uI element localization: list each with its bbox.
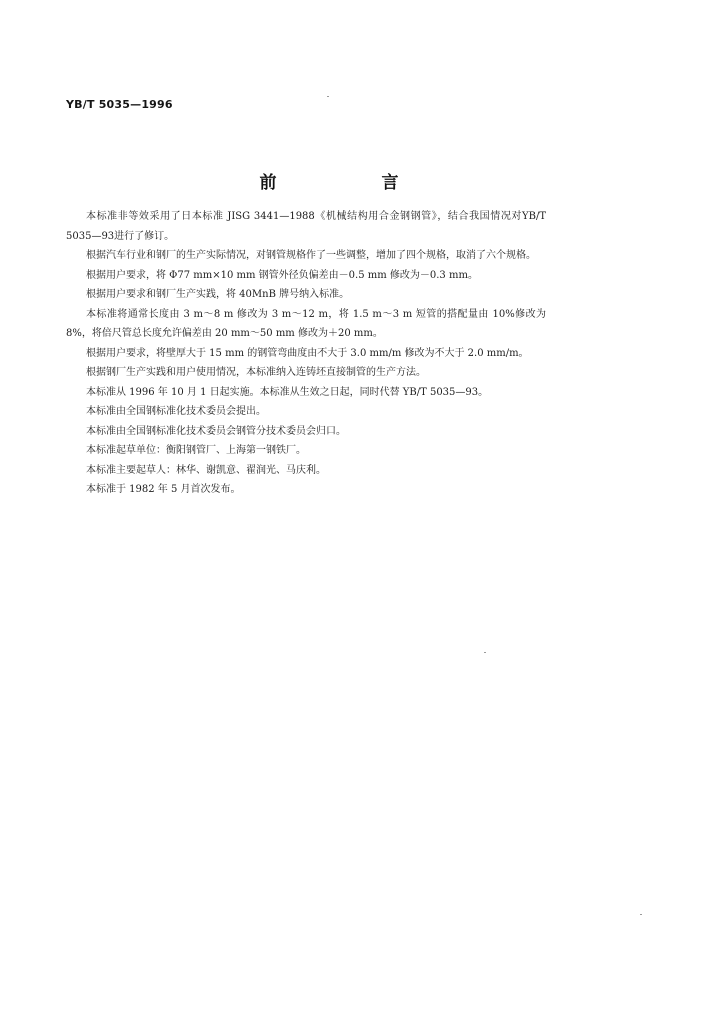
paragraph-specifications: 根据汽车行业和钢厂的生产实际情况，对钢管规格作了一些调整，增加了四个规格，取消了六个规格。 xyxy=(86,250,536,261)
paragraph-drafters: 本标准主要起草人：林华、谢凯意、翟润光、马庆利。 xyxy=(86,464,326,476)
paragraph-drafting-units: 本标准起草单位：衡阳钢管厂、上海第一钢铁厂。 xyxy=(86,445,306,456)
paragraph-steel-grade: 根据用户要求和钢厂生产实践，将 40MnB 牌号纳入标准。 xyxy=(86,289,350,300)
paragraph-responsible-committee: 本标准由全国钢标准化技术委员会钢管分技术委员会归口。 xyxy=(86,425,346,437)
paragraph-length: 本标准将通常长度由 3 m～8 m 修改为 3 m～12 m，将 1.5 m～3 m 短管的搭配量由 10%修改为8%，将倍尺管总长度允许偏差由 20 mm～50 mm 修改为＋20 mm。 xyxy=(66,308,546,339)
paragraph-production-method: 根据钢厂生产实践和用户使用情况，本标准纳入连铸坯直接制管的生产方法。 xyxy=(86,367,426,378)
paragraph-diameter-tolerance: 根据用户要求，将 Φ77 mm×10 mm 钢管外径负偏差由－0.5 mm 修改为－0.3 mm。 xyxy=(86,269,478,281)
foreword-body xyxy=(66,207,546,500)
scan-speck xyxy=(327,96,329,97)
paragraph-proposer: 本标准由全国钢标准化技术委员会提出。 xyxy=(86,406,266,417)
paragraph-first-issue: 本标准于 1982 年 5 月首次发布。 xyxy=(86,484,241,495)
page-title: 前 言 xyxy=(259,173,443,193)
paragraph-adoption: 本标准非等效采用了日本标准 JISG 3441—1988《机械结构用合金钢钢管》，结合我国情况对YB/T 5035—93进行了修订。 xyxy=(66,211,546,242)
paragraph-effective-date: 本标准从 1996 年 10 月 1 日起实施。本标准从生效之日起，同时代替 YB/T 5035—93。 xyxy=(86,386,489,398)
standard-code: YB/T 5035—1996 xyxy=(66,98,173,111)
scan-speck xyxy=(484,652,486,653)
paragraph-straightness: 根据用户要求，将壁厚大于 15 mm 的钢管弯曲度由不大于 3.0 mm/m 修改为不大于 2.0 mm/m。 xyxy=(86,347,529,359)
scan-speck xyxy=(640,914,642,915)
